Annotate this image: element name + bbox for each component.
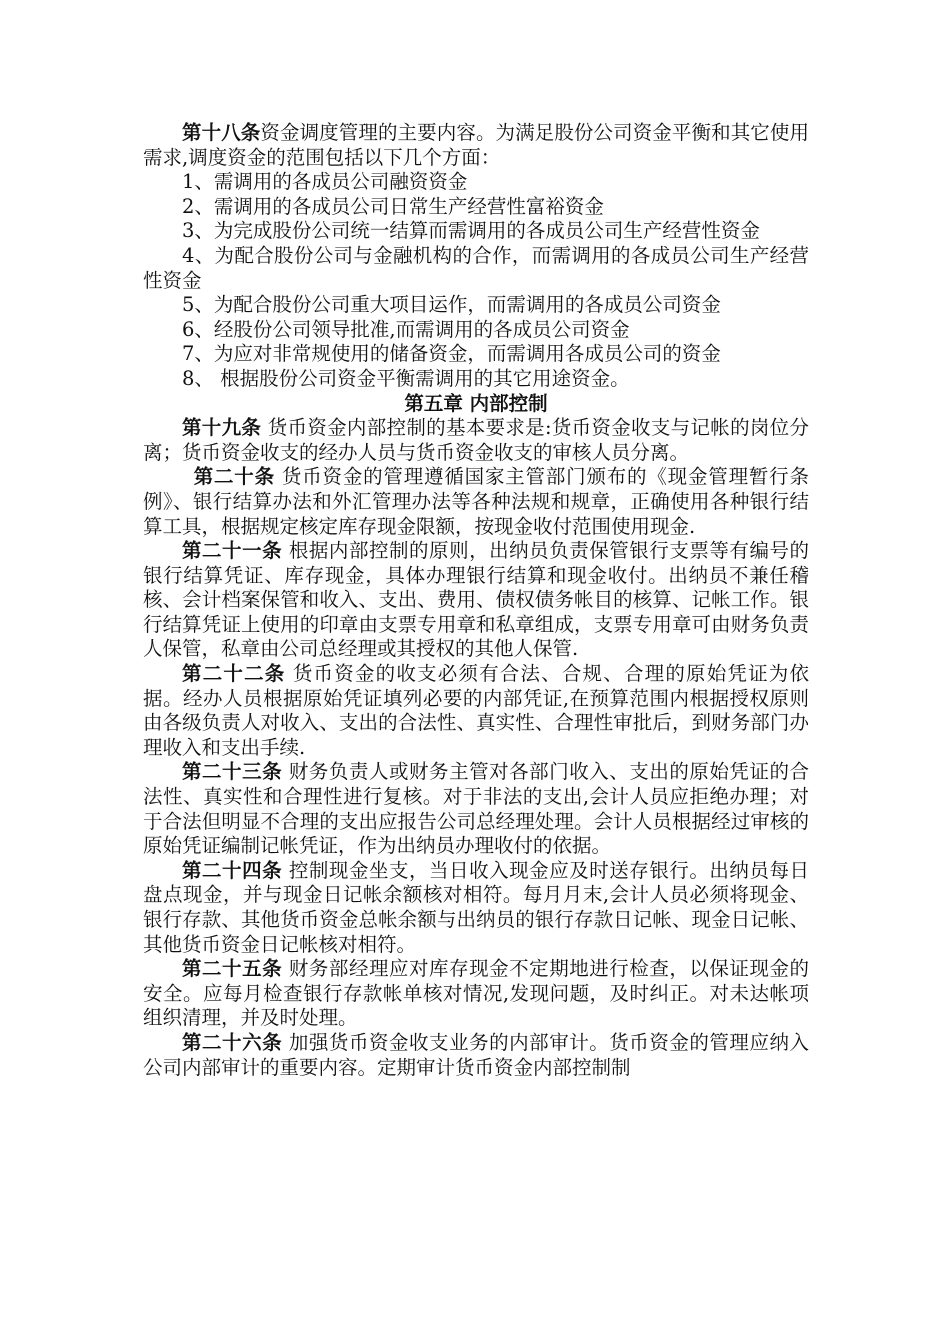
list-item: 7、为应对非常规使用的储备资金，而需调用各成员公司的资金: [182, 342, 721, 366]
list-item: 8、 根据股份公司资金平衡需调用的其它用途资金。: [182, 366, 630, 390]
article-23: [143, 760, 809, 858]
list-item: 6、经股份公司领导批准,而需调用的各成员公司资金: [182, 317, 630, 341]
document-body: [143, 121, 809, 1080]
article-number: 第二十一条: [182, 539, 283, 563]
article-18: [143, 121, 809, 170]
list-item: 5、为配合股份公司重大项目运作，而需调用的各成员公司资金: [182, 293, 721, 317]
article-number: 第二十二条: [182, 662, 286, 686]
article-number: 第二十四条: [182, 858, 283, 882]
article-21: [143, 539, 809, 662]
article-text: 财务负责人或财务主管对各部门收入、支出的原始凭证的合法性、真实性和合理性进行复核。对于非法的支出,会计人员应拒绝办理；对于合法但明显不合理的支出应报告公司总经理处理。会计人员根据经过审核的原始凭证编制记帐凭证，作为出纳员办理收付的依据。: [143, 760, 809, 858]
article-number: 第十九条: [182, 416, 262, 440]
list-item: 2、需调用的各成员公司日常生产经营性富裕资金: [182, 194, 604, 218]
list-item: 4、为配合股份公司与金融机构的合作，而需调用的各成员公司生产经营性资金: [143, 243, 809, 292]
article-25: [143, 957, 809, 1031]
article-text: 加强货币资金收支业务的内部审计。货币资金的管理应纳入公司内部审计的重要内容。定期审计货币资金内部控制制: [143, 1030, 809, 1079]
article-text: 财务部经理应对库存现金不定期地进行检查，以保证现金的安全。应每月检查银行存款帐单核对情况,发现问题，及时纠正。对未达帐项组织清理，并及时处理。: [143, 957, 809, 1030]
article-22: [143, 662, 809, 760]
article-text: 货币资金的收支必须有合法、合规、合理的原始凭证为依据。经办人员根据原始凭证填列必要的内部凭证,在预算范围内根据授权原则由各级负责人对收入、支出的合法性、真实性、合理性审批后，到财务部门办理收入和支出手续.: [143, 662, 809, 759]
article-number: 第二十条: [193, 465, 275, 489]
article-number: 第二十三条: [182, 760, 283, 784]
article-24: [143, 859, 809, 957]
article-number: 第二十六条: [182, 1030, 283, 1054]
list-item: 3、为完成股份公司统一结算而需调用的各成员公司生产经营性资金: [182, 219, 760, 243]
article-19: [143, 416, 809, 465]
article-text: 根据内部控制的原则，出纳员负责保管银行支票等有编号的银行结算凭证、库存现金，具体办理银行结算和现金收付。出纳员不兼任稽核、会计档案保管和收入、支出、费用、债权债务帐目的核算、记帐工作。银行结算凭证上使用的印章由支票专用章和私章组成，支票专用章可由财务负责人保管，私章由公司总经理或其授权的其他人保管.: [143, 539, 809, 661]
article-20: [143, 465, 809, 539]
article-text: 控制现金坐支，当日收入现金应及时送存银行。出纳员每日盘点现金，并与现金日记帐余额核对相符。每月月末,会计人员必须将现金、银行存款、其他货币资金总帐余额与出纳员的银行存款日记帐、现金日记帐、其他货币资金日记帐核对相符。: [143, 858, 809, 956]
article-text: 货币资金内部控制的基本要求是:货币资金收支与记帐的岗位分离；货币资金收支的经办人员与货币资金收支的审核人员分离。: [143, 416, 809, 464]
article-26: [143, 1031, 809, 1080]
chapter-heading: 第五章 内部控制: [404, 391, 548, 415]
article-number: 第二十五条: [182, 957, 283, 981]
article-number: 第十八条: [182, 121, 261, 144]
list-item: 1、需调用的各成员公司融资资金: [182, 170, 468, 194]
article-text: 货币资金的管理遵循国家主管部门颁布的《现金管理暂行条例》、银行结算办法和外汇管理办法等各种法规和规章，正确使用各种银行结算工具，根据规定核定库存现金限额，按现金收付范围使用现金.: [143, 465, 809, 538]
article-text: 资金调度管理的主要内容。为满足股份公司资金平衡和其它使用需求,调度资金的范围包括以下几个方面：: [143, 121, 809, 169]
